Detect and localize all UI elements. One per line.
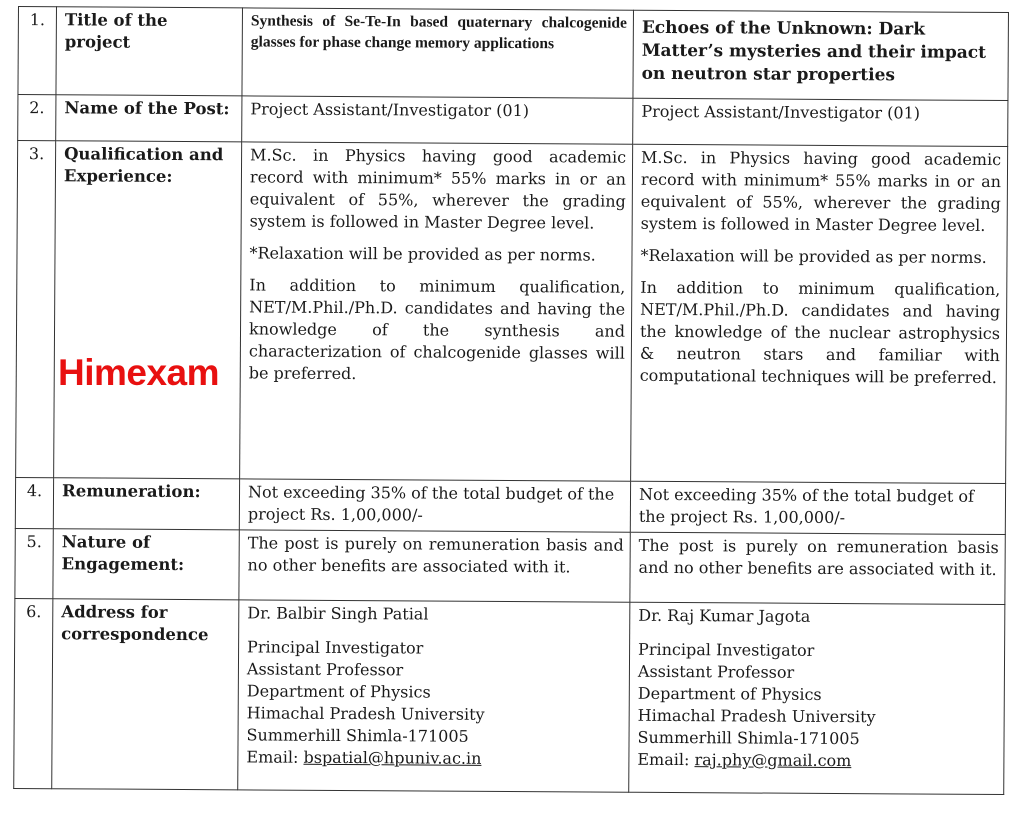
contact-role: Principal Investigator	[638, 639, 815, 660]
project-title-2: Echoes of the Unknown: Dark Matter’s mysteries and their impact on neutron star properties	[633, 10, 1009, 100]
row-label: Address for correspondence	[52, 599, 239, 790]
email-link[interactable]: bspatial@hpuniv.ac.in	[303, 747, 482, 768]
row-number: 3.	[16, 141, 56, 478]
engagement-1: The post is purely on remuneration basis and no other benefits are associated with it.	[239, 530, 630, 602]
qualification-2	[631, 144, 1008, 483]
contact-city: Summerhill Shimla-171005	[637, 727, 860, 749]
contact-email-line	[246, 746, 622, 770]
address-1	[238, 600, 630, 792]
email-label: Email:	[246, 747, 299, 767]
row-label: Title of the project	[56, 7, 243, 96]
contact-name: Dr. Balbir Singh Patial	[247, 603, 429, 624]
contact-designation: Assistant Professor	[637, 661, 795, 682]
project-title-1: Synthesis of Se-Te-In based quaternary chalcogenide glasses for phase change memory applications	[242, 8, 634, 98]
qualification-text: M.Sc. in Physics having good academic record with minimum* 55% marks in or an equivalent of 55%, wherever the grading system is followed in Master Degree level.	[249, 145, 627, 233]
contact-department: Department of Physics	[246, 681, 431, 702]
table-row-remuneration	[15, 477, 1005, 534]
watermark-logo: Himexam	[58, 352, 220, 393]
row-label: Qualification and Experience:	[54, 141, 242, 479]
relaxation-note: *Relaxation will be provided as per norms.	[249, 243, 596, 265]
qualification-1	[240, 142, 633, 481]
email-label: Email:	[637, 749, 690, 770]
row-number: 2.	[18, 95, 56, 141]
project-details-table	[13, 6, 1009, 795]
contact-email-line	[637, 749, 997, 773]
row-number: 1.	[18, 7, 57, 95]
row-label: Name of the Post:	[56, 95, 242, 142]
engagement-2: The post is purely on remuneration basis and no other benefits are associated with it.	[630, 532, 1005, 604]
table-row-address	[14, 598, 1005, 794]
contact-name: Dr. Raj Kumar Jagota	[638, 605, 811, 626]
row-label: Nature of Engagement:	[53, 529, 239, 600]
contact-university: Himachal Pradesh University	[637, 705, 876, 727]
remuneration-1: Not exceeding 35% of the total budget of the project Rs. 1,00,000/-	[239, 479, 630, 532]
email-link[interactable]: raj.phy@gmail.com	[694, 750, 852, 771]
post-name-2: Project Assistant/Investigator (01)	[633, 98, 1008, 146]
row-label: Remuneration:	[53, 478, 239, 530]
contact-city: Summerhill Shimla-171005	[246, 725, 469, 746]
row-number: 4.	[15, 477, 53, 528]
post-name-1: Project Assistant/Investigator (01)	[242, 96, 633, 144]
contact-university: Himachal Pradesh University	[246, 703, 485, 724]
preference-text: In addition to minimum qualification, NET/M.Phil./Ph.D. candidates and having the knowledge of the synthesis and characterization of chalcogenide glasses will be preferred.	[248, 275, 626, 384]
contact-designation: Assistant Professor	[246, 659, 404, 680]
contact-department: Department of Physics	[637, 683, 822, 704]
table-row-post	[18, 95, 1008, 147]
preference-text: In addition to minimum qualification, NET/M.Phil./Ph.D. candidates and having the knowledge of the nuclear astrophysics & neutron stars and familiar with computational techniques will be preferred.	[639, 277, 1001, 387]
table-row-engagement	[15, 528, 1005, 604]
table-row-title	[18, 7, 1009, 101]
qualification-text: M.Sc. in Physics having good academic record with minimum* 55% marks in or an equivalent of 55%, wherever the grading system is followed in Master Degree level.	[640, 147, 1002, 235]
relaxation-note: *Relaxation will be provided as per norms.	[640, 245, 987, 267]
row-number: 6.	[14, 598, 53, 788]
contact-role: Principal Investigator	[247, 637, 424, 658]
row-number: 5.	[15, 528, 53, 598]
table-row-qualification	[16, 141, 1008, 484]
address-2	[629, 602, 1005, 794]
remuneration-2: Not exceeding 35% of the total budget of the project Rs. 1,00,000/-	[630, 481, 1005, 534]
